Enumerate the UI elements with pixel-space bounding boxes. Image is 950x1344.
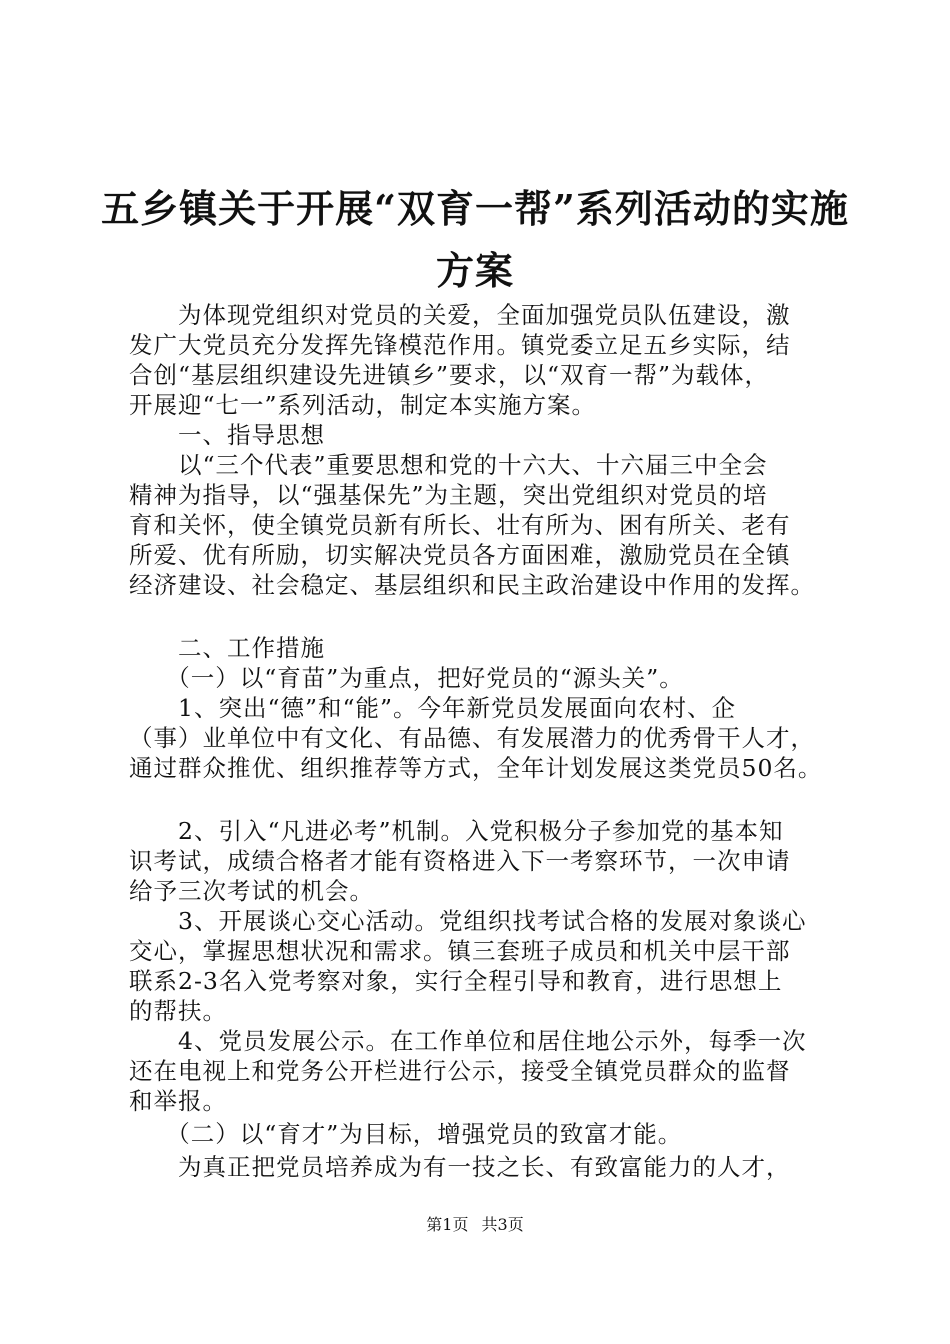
body-line: 为真正把党员培养成为有一技之长、有致富能力的人才， xyxy=(129,1153,791,1181)
body-line: 所爱、优有所励，切实解决党员各方面困难，激励党员在全镇 xyxy=(129,541,791,569)
body-line: 给予三次考试的机会。 xyxy=(129,877,374,905)
body-line: 合创“基层组织建设先进镇乡”要求，以“双育一帮”为载体， xyxy=(129,361,770,389)
body-line: 2、引入“凡进必考”机制。入党积极分子参加党的基本知 xyxy=(129,817,784,845)
body-line: 的帮扶。 xyxy=(129,997,227,1025)
section-heading: 二、工作措施 xyxy=(129,634,325,662)
body-line: 还在电视上和党务公开栏进行公示，接受全镇党员群众的监督 xyxy=(129,1057,791,1085)
body-line: 经济建设、社会稳定、基层组织和民主政治建设中作用的发挥。 xyxy=(129,571,815,599)
subsection-heading: （一）以“育苗”为重点，把好党员的“源头关”。 xyxy=(129,664,684,692)
body-line: 以“三个代表”重要思想和党的十六大、十六届三中全会 xyxy=(129,451,768,479)
body-line: 识考试，成绩合格者才能有资格进入下一考察环节，一次申请 xyxy=(129,847,791,875)
body-line: 1、突出“德”和“能”。今年新党员发展面向农村、企 xyxy=(129,694,737,722)
body-line: 精神为指导，以“强基保先”为主题，突出党组织对党员的培 xyxy=(129,481,768,509)
page-total: 共3页 xyxy=(481,1215,524,1234)
subsection-heading: （二）以“育才”为目标，增强党员的致富才能。 xyxy=(129,1120,683,1148)
body-line: 为体现党组织对党员的关爱，全面加强党员队伍建设，激 xyxy=(129,301,791,329)
body-line: 3、开展谈心交心活动。党组织找考试合格的发展对象谈心 xyxy=(129,907,807,935)
body-line: 发广大党员充分发挥先锋模范作用。镇党委立足五乡实际，结 xyxy=(129,331,791,359)
body-line: 育和关怀，使全镇党员新有所长、壮有所为、困有所关、老有 xyxy=(129,511,791,539)
document-title-line-1: 五乡镇关于开展“双育一帮”系列活动的实施 xyxy=(101,186,849,231)
document-title-line-2: 方案 xyxy=(435,248,514,293)
body-line: 通过群众推优、组织推荐等方式，全年计划发展这类党员50名。 xyxy=(129,754,823,782)
body-line: （事）业单位中有文化、有品德、有发展潜力的优秀骨干人才， xyxy=(129,724,815,752)
body-line: 开展迎“七一”系列活动，制定本实施方案。 xyxy=(129,391,597,419)
body-line: 和举报。 xyxy=(129,1087,227,1115)
body-line: 联系2-3名入党考察对象，实行全程引导和教育，进行思想上 xyxy=(129,967,783,995)
page-footer xyxy=(0,1214,950,1236)
body-line: 交心，掌握思想状况和需求。镇三套班子成员和机关中层干部 xyxy=(129,937,791,965)
page-number: 第1页 xyxy=(426,1215,469,1234)
section-heading: 一、指导思想 xyxy=(129,421,325,449)
body-line: 4、党员发展公示。在工作单位和居住地公示外，每季一次 xyxy=(129,1027,807,1055)
